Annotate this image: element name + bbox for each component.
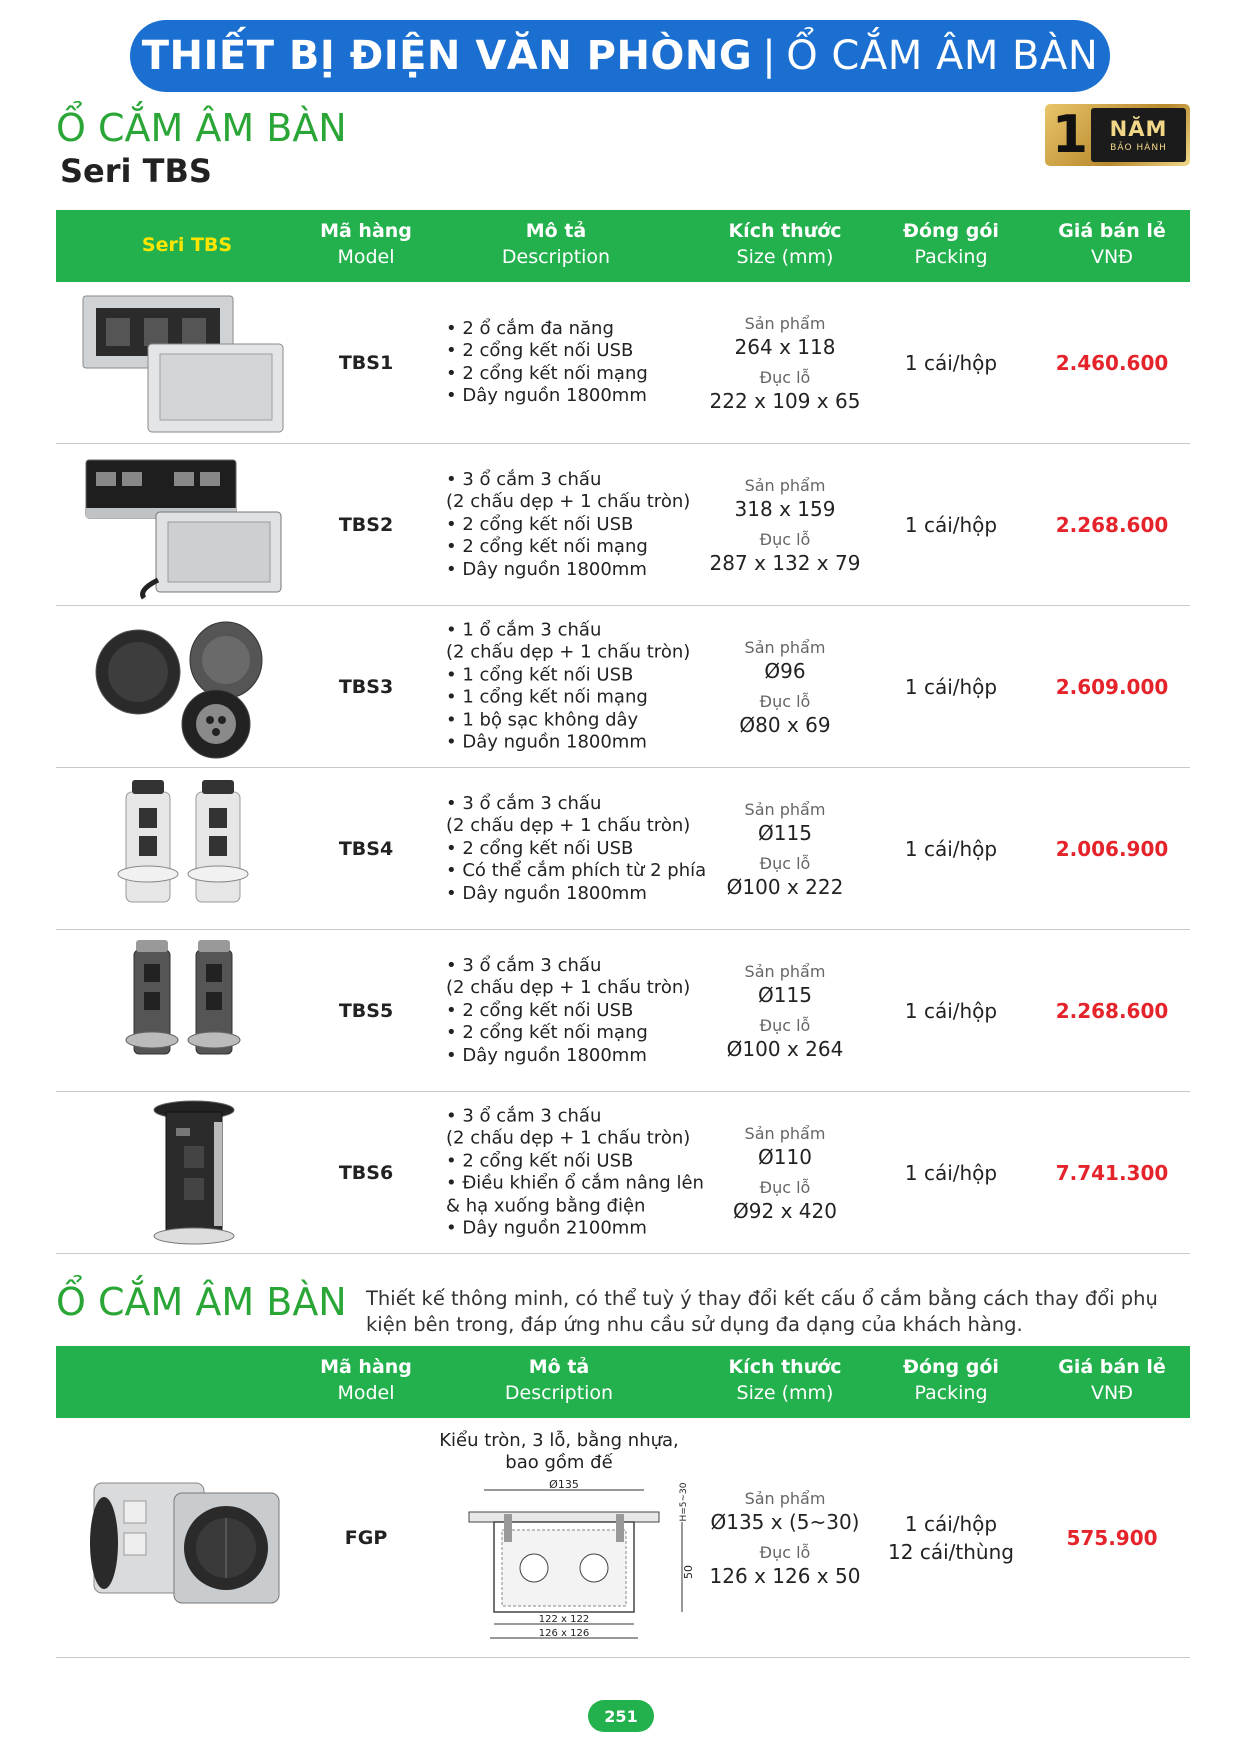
description <box>446 1105 704 1240</box>
desc-line: • 2 cổng kết nối USB <box>446 340 634 361</box>
header-price-en: VNĐ <box>1091 1382 1133 1404</box>
desc-line: • Dây nguồn 1800mm <box>446 882 647 904</box>
banner-separator: | <box>762 33 777 79</box>
model-code: TBS5 <box>338 999 394 1022</box>
desc-line: • 3 ổ cắm 3 chấu <box>446 1105 602 1126</box>
product-image-tbs4 <box>106 774 256 924</box>
header-desc-vi: Mô tả <box>525 220 587 242</box>
size-hole-label: Đục lỗ <box>759 529 811 549</box>
desc-line: • 1 bộ sạc không dây <box>446 709 639 730</box>
desc-line: • 1 cổng kết nối mạng <box>446 686 648 708</box>
table1-header <box>56 210 1190 282</box>
size-product-value: Ø110 <box>758 1144 812 1169</box>
header-desc <box>502 220 610 268</box>
price: 2.268.600 <box>1055 512 1169 537</box>
table-row <box>56 606 1190 768</box>
diagram-height: H=5~30 <box>679 1482 689 1522</box>
desc-line: • Dây nguồn 1800mm <box>446 385 647 406</box>
section2-intro: Thiết kế thông minh, có thể tuỳ ý thay đổi kết cấu ổ cắm bằng cách thay đổi phụ kiện bên trong, đáp ứng nhu cầu sử dụng đa dạng của khách hàng. <box>366 1287 1158 1336</box>
desc-line: • 2 cổng kết nối mạng <box>446 535 648 557</box>
product-image-tbs3 <box>86 612 276 762</box>
size-info <box>710 475 861 575</box>
desc-line: Kiểu tròn, 3 lỗ, bằng nhựa, <box>439 1430 679 1451</box>
header-size-en: Size (mm) <box>736 1382 834 1404</box>
model-code: TBS2 <box>338 513 394 536</box>
desc-line: • 1 ổ cắm 3 chấu <box>446 619 602 640</box>
model-code: TBS6 <box>338 1161 394 1184</box>
desc-line: • 2 cổng kết nối USB <box>446 513 634 535</box>
header-pack <box>903 1356 999 1404</box>
size-product-label: Sản phẩm <box>744 1488 826 1508</box>
header-price <box>1058 1356 1166 1404</box>
size-product-label: Sản phẩm <box>744 961 826 981</box>
desc-line: • Dây nguồn 1800mm <box>446 1044 647 1066</box>
size-info <box>710 313 861 413</box>
page-banner <box>130 20 1110 92</box>
fgp-dimension-diagram <box>454 1480 704 1650</box>
price: 2.460.600 <box>1055 350 1169 375</box>
size-product-value: 264 x 118 <box>734 334 836 359</box>
table-row <box>56 768 1190 930</box>
warranty-bh: BẢO HÀNH <box>1110 143 1167 153</box>
model-code: TBS3 <box>338 675 394 698</box>
size-hole-label: Đục lỗ <box>759 1177 811 1197</box>
description <box>446 954 690 1067</box>
packing-line: 1 cái/hộp <box>904 1511 998 1536</box>
table-row <box>56 1092 1190 1254</box>
header-pack-en: Packing <box>914 246 988 268</box>
size-hole-label: Đục lỗ <box>759 691 811 711</box>
product-image-tbs2 <box>78 450 288 600</box>
product-image-tbs6 <box>144 1098 244 1248</box>
packing: 1 cái/hộp <box>904 512 998 537</box>
header-desc-en: Description <box>501 246 611 268</box>
header-model-vi: Mã hàng <box>320 1356 412 1378</box>
desc-line: • Dây nguồn 1800mm <box>446 731 647 753</box>
table-row <box>56 930 1190 1092</box>
size-info <box>710 1488 861 1588</box>
product-image-tbs1 <box>78 288 288 438</box>
header-desc-vi: Mô tả <box>528 1356 590 1378</box>
size-hole-value: Ø80 x 69 <box>739 712 831 737</box>
packing: 1 cái/hộp <box>904 350 998 375</box>
price: 7.741.300 <box>1055 1160 1169 1185</box>
size-hole-label: Đục lỗ <box>759 1542 811 1562</box>
desc-line: • 2 cổng kết nối mạng <box>446 362 648 384</box>
fgp-description <box>439 1430 679 1474</box>
desc-line: • Điều khiển ổ cắm nâng lên <box>446 1172 704 1194</box>
desc-line: • Dây nguồn 2100mm <box>446 1217 647 1239</box>
packing: 1 cái/hộp <box>904 674 998 699</box>
header-pack-vi: Đóng gói <box>903 1356 999 1378</box>
header-size-en: Size (mm) <box>736 246 834 268</box>
desc-line: • Dây nguồn 1800mm <box>446 558 647 580</box>
table2-header <box>56 1346 1190 1418</box>
header-size <box>728 1356 841 1404</box>
section1-subtitle: Seri TBS <box>60 152 212 190</box>
size-info <box>727 961 844 1061</box>
desc-line: • 3 ổ cắm 3 chấu <box>446 468 602 490</box>
desc-line: • 2 cổng kết nối mạng <box>446 1021 648 1043</box>
desc-line: (2 chấu dẹp + 1 chấu tròn) <box>446 814 691 836</box>
desc-line: • Có thể cắm phích từ 2 phía <box>446 859 707 881</box>
header-price <box>1058 220 1166 268</box>
desc-line: • 2 cổng kết nối USB <box>446 1150 634 1171</box>
size-product-value: Ø135 x (5~30) <box>710 1509 860 1534</box>
header-desc-en: Description <box>504 1382 614 1404</box>
desc-line: (2 chấu dẹp + 1 chấu tròn) <box>446 976 691 998</box>
warranty-nam: NĂM <box>1109 117 1168 141</box>
page-number: 251 <box>588 1700 654 1732</box>
header-seri: Seri TBS <box>141 234 233 256</box>
warranty-label-box <box>1091 108 1186 162</box>
desc-line: (2 chấu dẹp + 1 chấu tròn) <box>446 490 691 512</box>
packing: 1 cái/hộp <box>904 998 998 1023</box>
price: 2.609.000 <box>1055 674 1169 699</box>
header-price-vi: Giá bán lẻ <box>1058 1356 1166 1378</box>
model-code: FGP <box>344 1526 388 1549</box>
header-price-vi: Giá bán lẻ <box>1058 220 1166 242</box>
size-hole-value: 126 x 126 x 50 <box>709 1563 861 1588</box>
desc-line: • 3 ổ cắm 3 chấu <box>446 792 602 814</box>
size-hole-label: Đục lỗ <box>759 1015 811 1035</box>
desc-line: (2 chấu dẹp + 1 chấu tròn) <box>446 1127 691 1149</box>
size-hole-value: Ø100 x 264 <box>726 1036 844 1061</box>
description <box>446 468 690 581</box>
warranty-years: 1 <box>1051 105 1089 165</box>
packing: 1 cái/hộp <box>904 1160 998 1185</box>
packing: 1 cái/hộp <box>904 836 998 861</box>
header-size-vi: Kích thước <box>728 220 842 242</box>
header-desc <box>505 1356 613 1404</box>
header-model <box>320 220 412 268</box>
size-product-label: Sản phẩm <box>744 475 826 495</box>
table-row <box>56 1418 1190 1658</box>
desc-line: • 1 cổng kết nối USB <box>446 664 634 685</box>
size-hole-value: Ø92 x 420 <box>733 1198 837 1223</box>
header-model <box>320 1356 412 1404</box>
packing-line: 12 cái/thùng <box>888 1539 1014 1564</box>
model-code: TBS4 <box>338 837 394 860</box>
size-product-label: Sản phẩm <box>744 637 826 657</box>
size-hole-label: Đục lỗ <box>759 367 811 387</box>
diagram-width-outer: 126 x 126 <box>538 1628 590 1639</box>
header-model-vi: Mã hàng <box>320 220 412 242</box>
product-image-tbs5 <box>116 936 256 1086</box>
desc-line: & hạ xuống bằng điện <box>446 1195 646 1216</box>
header-size <box>728 220 841 268</box>
description <box>446 619 690 754</box>
size-info <box>739 637 830 737</box>
desc-line: • 3 ổ cắm 3 chấu <box>446 954 602 976</box>
price: 2.268.600 <box>1055 998 1169 1023</box>
table-row <box>56 444 1190 606</box>
description <box>446 318 648 408</box>
price: 2.006.900 <box>1055 836 1169 861</box>
desc-line: • 2 cổng kết nối USB <box>446 837 634 859</box>
desc-line: • 2 cổng kết nối USB <box>446 999 634 1021</box>
header-pack-en: Packing <box>914 1382 988 1404</box>
table-row <box>56 282 1190 444</box>
header-model-en: Model <box>337 1382 395 1404</box>
size-product-value: Ø96 <box>764 658 806 683</box>
desc-line: bao gồm đế <box>505 1452 613 1473</box>
header-price-en: VNĐ <box>1091 246 1133 268</box>
description <box>446 792 706 905</box>
size-hole-value: Ø100 x 222 <box>726 874 844 899</box>
warranty-badge <box>1045 104 1190 166</box>
section1-title: Ổ CẮM ÂM BÀN <box>56 106 347 150</box>
diagram-depth: 50 <box>682 1565 695 1579</box>
desc-line: (2 chấu dẹp + 1 chấu tròn) <box>446 641 691 663</box>
header-model-en: Model <box>337 246 395 268</box>
size-product-label: Sản phẩm <box>744 799 826 819</box>
size-hole-label: Đục lỗ <box>759 853 811 873</box>
header-size-vi: Kích thước <box>728 1356 842 1378</box>
price: 575.900 <box>1066 1525 1158 1550</box>
size-product-label: Sản phẩm <box>744 313 826 333</box>
product-image-fgp <box>84 1453 284 1623</box>
size-product-value: 318 x 159 <box>734 496 836 521</box>
banner-category: THIẾT BỊ ĐIỆN VĂN PHÒNG <box>141 33 753 79</box>
size-info <box>727 799 844 899</box>
diagram-diameter: Ø135 <box>549 1480 579 1491</box>
header-pack <box>903 220 999 268</box>
section2-title: Ổ CẮM ÂM BÀN <box>56 1280 347 1324</box>
size-hole-value: 222 x 109 x 65 <box>709 388 861 413</box>
banner-section: Ổ CẮM ÂM BÀN <box>786 33 1099 79</box>
size-product-value: Ø115 <box>758 982 812 1007</box>
header-pack-vi: Đóng gói <box>903 220 999 242</box>
model-code: TBS1 <box>338 351 394 374</box>
packing <box>888 1510 1014 1566</box>
size-hole-value: 287 x 132 x 79 <box>709 550 861 575</box>
size-info <box>733 1123 837 1223</box>
size-product-value: Ø115 <box>758 820 812 845</box>
desc-line: • 2 ổ cắm đa năng <box>446 317 614 339</box>
diagram-width-inner: 122 x 122 <box>538 1614 590 1625</box>
size-product-label: Sản phẩm <box>744 1123 826 1143</box>
